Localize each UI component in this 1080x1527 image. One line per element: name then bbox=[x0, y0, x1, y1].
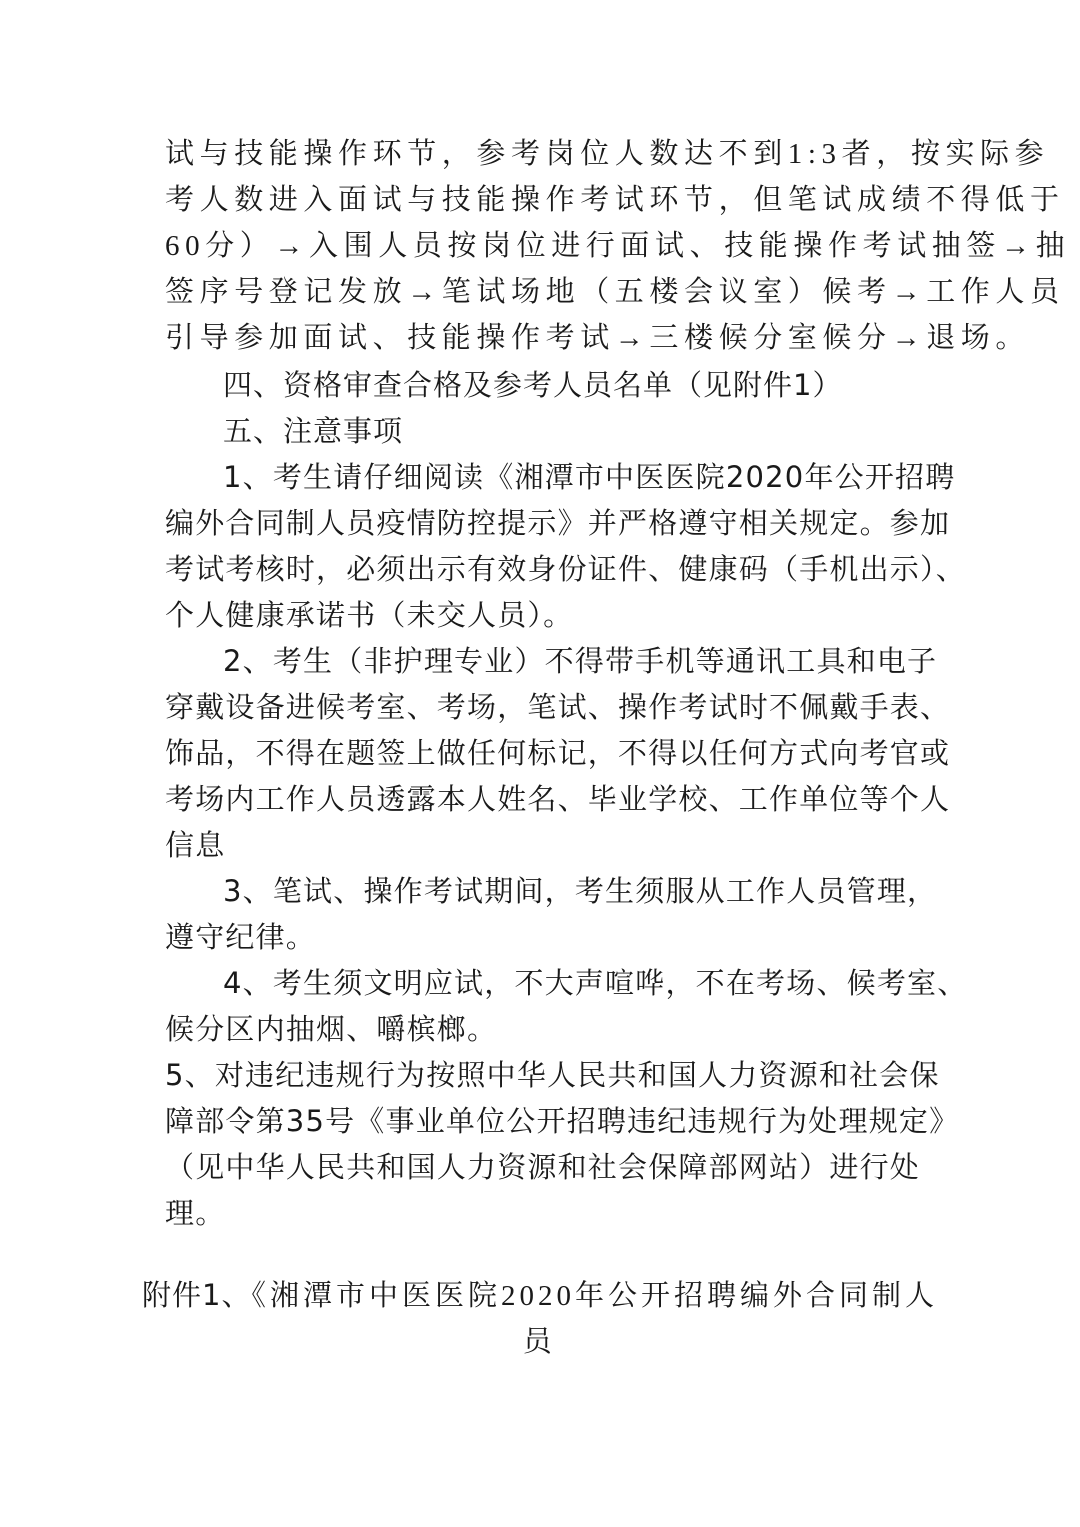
attachment-title: 《湘潭市中医医院2020年公开招聘编外合同制人 bbox=[251, 1280, 938, 1312]
notice-2-line-2: 穿戴设备进候考室、考场，笔试、操作考试时不佩戴手表、 bbox=[165, 690, 951, 724]
notice-5-line-4: 理。 bbox=[165, 1196, 226, 1230]
attachment-title-line-1 bbox=[0, 1273, 1080, 1317]
notice-2-line-3: 饰品，不得在题签上做任何标记，不得以任何方式向考官或 bbox=[165, 736, 951, 770]
attachment-label: 附件1、 bbox=[142, 1278, 252, 1312]
body-line-1: 试与技能操作环节，参考岗位人数达不到1:3者，按实际参 bbox=[165, 138, 1050, 170]
notice-2-line-5: 信息 bbox=[165, 828, 226, 862]
body-line-4: 签序号登记发放→笔试场地（五楼会议室）候考→工作人员 bbox=[165, 276, 1065, 308]
body-line-3: 60分）→入围人员按岗位进行面试、技能操作考试抽签→抽 bbox=[165, 230, 1071, 262]
notice-5-line-2: 障部令第35号《事业单位公开招聘违纪违规行为处理规定》 bbox=[165, 1104, 960, 1138]
notice-4-line-1: 4、考生须文明应试，不大声喧哗，不在考场、候考室、 bbox=[223, 966, 968, 1000]
section-four-heading: 四、资格审查合格及参考人员名单（见附件1） bbox=[223, 368, 843, 402]
notice-1-line-1: 1、考生请仔细阅读《湘潭市中医医院2020年公开招聘 bbox=[223, 460, 956, 494]
notice-3-line-2: 遵守纪律。 bbox=[165, 920, 317, 954]
notice-5-line-3: （见中华人民共和国人力资源和社会保障部网站）进行处 bbox=[165, 1150, 921, 1184]
notice-1-line-3: 考试考核时，必须出示有效身份证件、健康码（手机出示）、 bbox=[165, 552, 966, 586]
notice-2-line-4: 考场内工作人员透露本人姓名、毕业学校、工作单位等个人 bbox=[165, 782, 951, 816]
notice-2-line-1: 2、考生（非护理专业）不得带手机等通讯工具和电子 bbox=[223, 644, 938, 678]
notice-4-line-2: 候分区内抽烟、嚼槟榔。 bbox=[165, 1012, 498, 1046]
notice-1-line-4: 个人健康承诺书（未交人员）。 bbox=[165, 598, 574, 632]
body-line-5: 引导参加面试、技能操作考试→三楼候分室候分→退场。 bbox=[165, 322, 1031, 354]
notice-3-line-1: 3、笔试、操作考试期间，考生须服从工作人员管理， bbox=[223, 874, 938, 908]
notice-1-line-2: 编外合同制人员疫情防控提示》并严格遵守相关规定。参加 bbox=[165, 506, 951, 540]
body-line-2: 考人数进入面试与技能操作考试环节，但笔试成绩不得低于 bbox=[165, 184, 1065, 216]
attachment-title-line-2: 员 bbox=[522, 1326, 558, 1358]
section-five-heading: 五、注意事项 bbox=[223, 414, 404, 448]
notice-5-line-1: 5、对违纪违规行为按照中华人民共和国人力资源和社会保 bbox=[165, 1058, 940, 1092]
